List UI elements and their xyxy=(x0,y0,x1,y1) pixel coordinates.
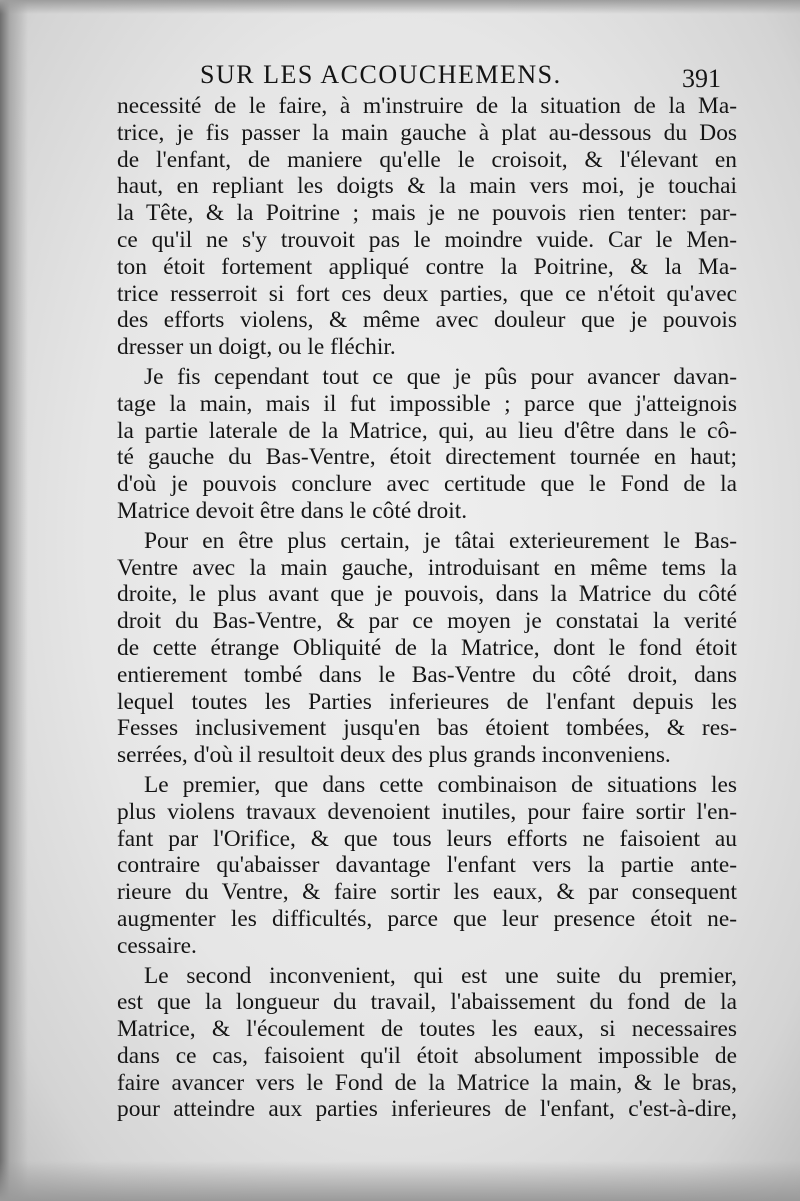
text-line: de l'enfant, de maniere qu'elle le croisoit, & l'élevant en xyxy=(117,146,737,173)
text-line: droit du Bas-Ventre, & par ce moyen je constatai la verité xyxy=(117,608,737,635)
text-line: necessité de le faire, à m'instruire de la situation de la Ma- xyxy=(117,93,737,119)
text-line: té gauche du Bas-Ventre, étoit directement tournée en haut; xyxy=(117,444,737,471)
text-line: augmenter les difficultés, parce que leur presence étoit ne- xyxy=(117,905,737,932)
text-line: ce qu'il ne s'y trouvoit pas le moindre vuide. Car le Men- xyxy=(117,226,737,253)
text-line: Matrice devoit être dans le côté droit. xyxy=(117,497,468,524)
text-line: d'où je pouvois conclure avec certitude que le Fond de la xyxy=(117,471,737,498)
text-line: Pour en être plus certain, je tâtai exterieurement le Bas- xyxy=(144,527,737,554)
text-line: rieure du Ventre, & faire sortir les eaux, & par consequent xyxy=(117,879,737,906)
text-line: ton étoit fortement appliqué contre la Poitrine, & la Ma- xyxy=(117,253,737,280)
text-line: pour atteindre aux parties inferieures de l'enfant, c'est-à-dire, xyxy=(117,1096,737,1123)
text-line: est que la longueur du travail, l'abaissement du fond de la xyxy=(117,989,737,1016)
text-line: dresser un doigt, ou le fléchir. xyxy=(117,334,396,361)
text-line: Fesses inclusivement jusqu'en bas étoient tombées, & res- xyxy=(117,715,737,742)
text-line: fant par l'Orifice, & que tous leurs efforts ne faisoient au xyxy=(117,825,737,852)
text-line: lequel toutes les Parties inferieures de l'enfant depuis les xyxy=(117,688,737,715)
text-line: haut, en repliant les doigts & la main vers moi, je touchai xyxy=(117,173,737,200)
text-line: tage la main, mais il fut impossible ; parce que j'atteignois xyxy=(117,390,737,417)
text-line: de cette étrange Obliquité de la Matrice, dont le fond étoit xyxy=(117,634,737,661)
text-line: plus violens travaux devenoient inutiles, pour faire sortir l'en- xyxy=(117,798,737,825)
paragraph-3 xyxy=(117,528,737,769)
text-line: serrées, d'où il resultoit deux des plus grands inconveniens. xyxy=(117,742,671,769)
page-number: 391 xyxy=(682,64,721,93)
text-line: Le second inconvenient, qui est une suite du premier, xyxy=(144,962,737,989)
gutter-shadow xyxy=(0,0,28,1201)
paragraph-1 xyxy=(117,93,737,361)
text-line: contraire qu'abaisser davantage l'enfant vers la partie ante- xyxy=(117,852,737,879)
text-line: la Tête, & la Poitrine ; mais je ne pouvois rien tenter: par- xyxy=(117,200,737,227)
text-line: trice, je fis passer la main gauche à plat au-dessous du Dos xyxy=(117,119,737,146)
body-text xyxy=(117,93,737,1123)
top-edge-shadow xyxy=(0,0,800,14)
text-line: droite, le plus avant que je pouvois, dans la Matrice du côté xyxy=(117,581,737,608)
text-line: Je fis cependant tout ce que je pûs pour avancer davan- xyxy=(144,363,737,390)
paragraph-5 xyxy=(117,963,737,1124)
text-line: Ventre avec la main gauche, introduisant en même tems la xyxy=(117,554,737,581)
text-line: cessaire. xyxy=(117,932,197,959)
text-line: des efforts violens, & même avec douleur que je pouvois xyxy=(117,307,737,334)
paragraph-4 xyxy=(117,772,737,960)
text-line: Le premier, que dans cette combinaison de situations les xyxy=(144,771,737,798)
text-line: entierement tombé dans le Bas-Ventre du côté droit, dans xyxy=(117,661,737,688)
bottom-edge-shadow xyxy=(0,1161,800,1201)
text-line: trice resserroit si fort ces deux parties, que ce n'étoit qu'avec xyxy=(117,280,737,307)
text-line: dans ce cas, faisoient qu'il étoit absolument impossible de xyxy=(117,1042,737,1069)
paragraph-2 xyxy=(117,364,737,525)
running-head: SUR LES ACCOUCHEMENS. xyxy=(200,60,562,89)
text-line: Matrice, & l'écoulement de toutes les eaux, si necessaires xyxy=(117,1016,737,1043)
text-line: faire avancer vers le Fond de la Matrice la main, & le bras, xyxy=(117,1069,737,1096)
text-line: la partie laterale de la Matrice, qui, au lieu d'être dans le cô- xyxy=(117,417,737,444)
